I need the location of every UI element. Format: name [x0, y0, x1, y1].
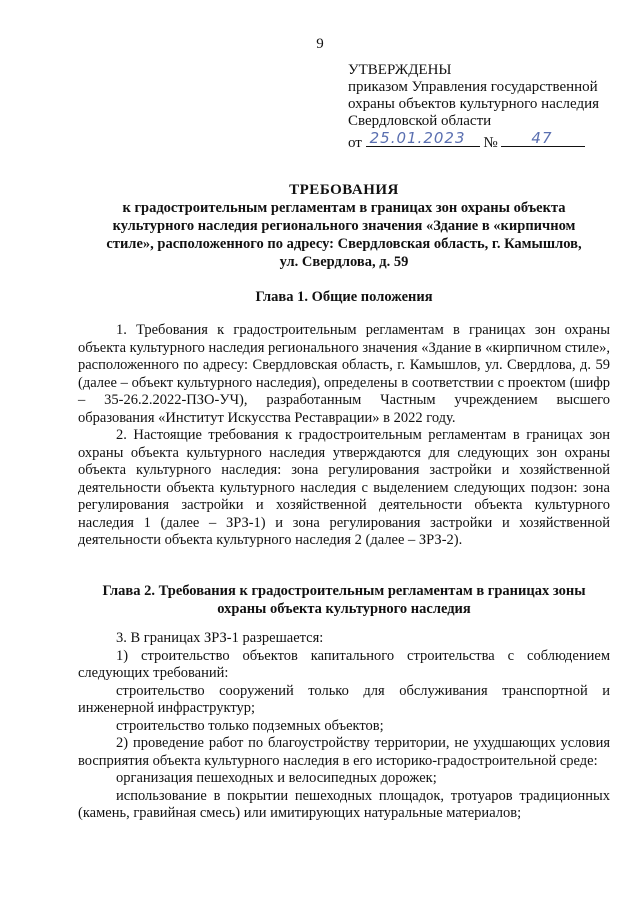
approval-date-number-line — [348, 130, 618, 152]
document-title — [78, 181, 610, 271]
approval-region-line: Свердловской области — [348, 113, 492, 129]
paragraph: 1. Требования к градостроительным регламентам в границах зон охраны объекта культурного наследия регионального значения «Здание в «кирпичном стиле», расположенного по адресу: Свердловская область, г. Камышлов, ул. Свердлова, д. 59 (далее – объект культурного наследия), определены в соответствии с проектом (шифр – 35-26.2.2022-ПЗО-УЧ), разработанным Частным учреждением высшего образования «Институт Искусства Реставрации» в 2022 году. — [78, 322, 610, 426]
paragraph: использование в покрытии пешеходных площадок, тротуаров традиционных (камень, гравийная смесь) или имитирующих натуральные материалов; — [78, 787, 610, 821]
number-field — [501, 130, 585, 147]
paragraph: организация пешеходных и велосипедных дорожек; — [116, 770, 437, 786]
chapter2-heading — [78, 582, 610, 618]
date-field — [366, 130, 480, 147]
page-number: 9 — [316, 36, 324, 52]
paragraph: 1) строительство объектов капитального строительства с соблюдением следующих требований: — [78, 647, 610, 681]
chapter2-body — [78, 630, 610, 823]
paragraph: 2. Настоящие требования к градостроительным регламентам в границах зон охраны объекта культурного наследия утверждаются для следующих зон охраны объекта культурного наследия: зона регулирования застройки и хозяйственной деятельности объекта культурного наследия с выделением следующих подзон: зона регулирования застройки и хозяйственной деятельности объекта культурного наследия 1 (далее – ЗРЗ-1) и зона регулирования застройки и хозяйственной деятельности объекта культурного наследия 2 (далее – ЗРЗ-2). — [78, 427, 610, 548]
chapter1-body — [78, 322, 610, 550]
title-line: стиле», расположенного по адресу: Свердловская область, г. Камышлов, — [106, 236, 582, 252]
paragraph: 2) проведение работ по благоустройству территории, не ухудшающих условия восприятия объекта культурного наследия в его историко-градостроительной среде: — [78, 735, 610, 769]
paragraph: строительство только подземных объектов; — [116, 717, 384, 734]
paragraph: строительство сооружений только для обслуживания транспортной и инженерной инфраструктур; — [78, 682, 610, 716]
handwritten-number: 47 — [531, 129, 553, 147]
number-label: № — [483, 135, 498, 151]
title-heading: ТРЕБОВАНИЯ — [289, 182, 399, 198]
chapter2-heading-line: Глава 2. Требования к градостроительным регламентам в границах зоны — [102, 583, 586, 599]
paragraph: 3. В границах ЗРЗ-1 разрешается: — [116, 630, 324, 646]
title-line: культурного наследия регионального значения «Здание в «кирпичном — [112, 218, 576, 234]
handwritten-date: 25.01.2023 — [369, 129, 466, 147]
title-line: ул. Свердлова, д. 59 — [279, 254, 409, 270]
approval-block — [348, 62, 618, 152]
approval-title: УТВЕРЖДЕНЫ — [348, 62, 452, 78]
title-line: к градостроительным регламентам в границах зон охраны объекта — [122, 200, 566, 216]
approval-order-line: приказом Управления государственной — [348, 79, 598, 95]
from-label: от — [348, 135, 362, 151]
chapter1-heading: Глава 1. Общие положения — [255, 289, 433, 305]
approval-authority-line: охраны объектов культурного наследия — [348, 96, 600, 112]
chapter2-heading-line: охраны объекта культурного наследия — [217, 601, 471, 617]
